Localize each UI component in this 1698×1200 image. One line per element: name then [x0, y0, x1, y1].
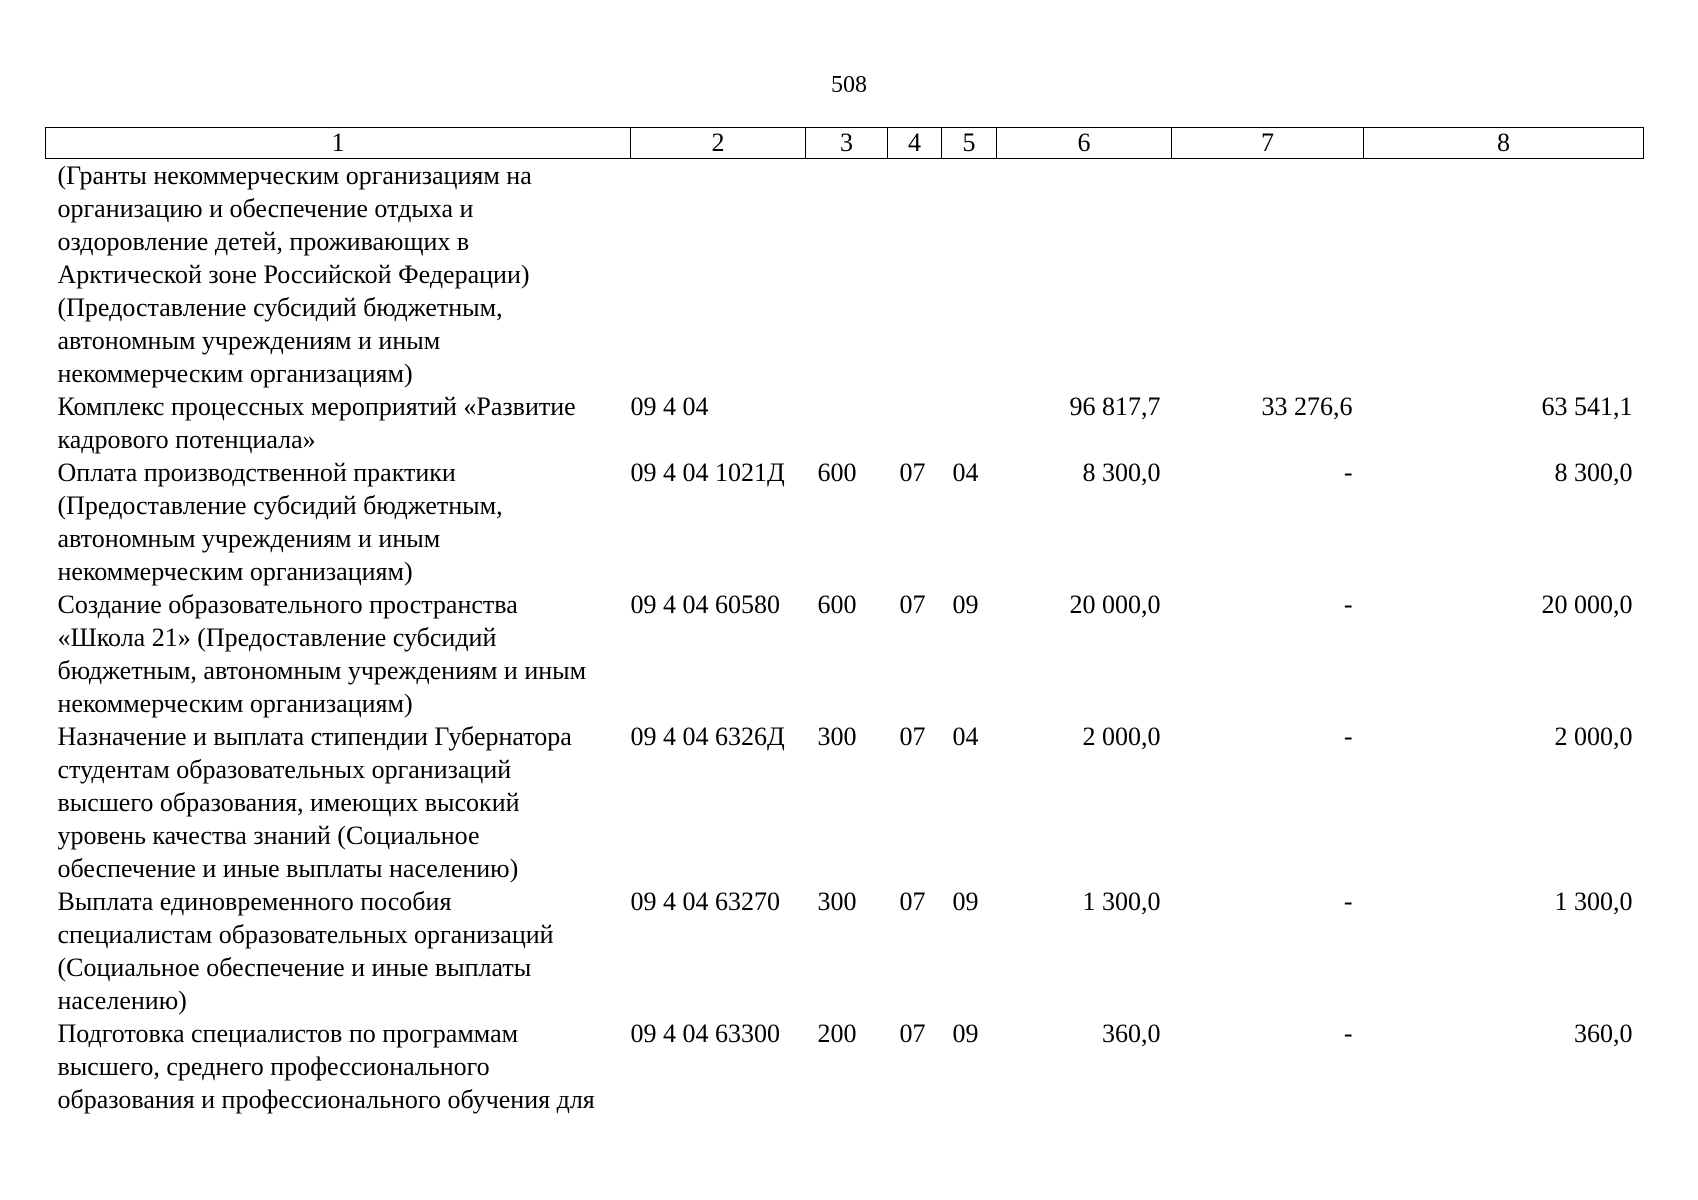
kbk-code-cell: 09 4 04 60580: [630, 590, 780, 619]
description-line: (Предоставление субсидий бюджетным,: [57, 491, 503, 520]
total-amount-cell: [997, 159, 1172, 391]
expense-type-cell: 200: [817, 1019, 857, 1048]
regional-amount-cell: 360,0: [1574, 1019, 1633, 1048]
federal-amount-cell: -: [1343, 722, 1353, 751]
regional-amount-cell: 1 300,0: [1554, 887, 1633, 916]
kbk-code-cell: 09 4 04 63270: [630, 887, 780, 916]
regional-amount-cell: 2 000,0: [1554, 722, 1633, 751]
description-line: (Социальное обеспечение и иные выплаты: [57, 953, 532, 982]
column-header-7: 7: [1172, 128, 1364, 159]
description-line: уровень качества знаний (Социальное: [57, 821, 480, 850]
description-line: оздоровление детей, проживающих в: [57, 227, 470, 256]
column-header-4: 4: [888, 128, 942, 159]
subsection-cell: 04: [952, 458, 979, 487]
description-line: бюджетным, автономным учреждениям и иным: [57, 656, 587, 685]
section-cell: [888, 159, 942, 391]
column-header-5: 5: [942, 128, 997, 159]
column-header-6: 6: [997, 128, 1172, 159]
description-line: автономным учреждениям и иным: [57, 326, 441, 355]
description-line: некоммерческим организациям): [57, 359, 413, 388]
kbk-code-cell: [631, 159, 806, 391]
subsection-cell: 09: [952, 887, 979, 916]
section-cell: [888, 390, 942, 456]
subsection-cell: 09: [952, 1019, 979, 1048]
column-number-header-row: [46, 128, 1644, 159]
description-line: Назначение и выплата стипендии Губернатора: [57, 722, 572, 751]
column-header-1: 1: [46, 128, 631, 159]
description-cell: [46, 588, 631, 720]
subsection-cell: 09: [952, 590, 979, 619]
description-line: (Предоставление субсидий бюджетным,: [57, 293, 503, 322]
description-line: (Гранты некоммерческим организациям на: [57, 161, 532, 190]
federal-amount-cell: [1172, 159, 1364, 391]
description-line: кадрового потенциала»: [57, 425, 316, 454]
kbk-code-cell: 09 4 04: [630, 392, 709, 421]
table-row: [46, 720, 1644, 885]
page-number: 508: [831, 72, 867, 98]
description-cell: [46, 159, 631, 391]
description-line: Оплата производственной практики: [57, 458, 456, 487]
table-row: [46, 456, 1644, 588]
table-body: [46, 159, 1644, 1117]
table-row: [46, 588, 1644, 720]
subsection-cell: [942, 159, 997, 391]
kbk-code-cell: 09 4 04 63300: [630, 1019, 780, 1048]
description-line: обеспечение и иные выплаты населению): [57, 854, 519, 883]
description-line: Подготовка специалистов по программам: [57, 1019, 519, 1048]
expense-type-cell: [806, 390, 888, 456]
federal-amount-cell: -: [1343, 590, 1353, 619]
description-line: некоммерческим организациям): [57, 557, 413, 586]
description-cell: [46, 1017, 631, 1116]
description-cell: [46, 456, 631, 588]
description-line: Выплата единовременного пособия: [57, 887, 452, 916]
description-line: организацию и обеспечение отдыха и: [57, 194, 474, 223]
description-line: высшего, среднего профессионального: [57, 1052, 490, 1081]
federal-amount-cell: -: [1343, 458, 1353, 487]
column-header-8: 8: [1364, 128, 1644, 159]
total-amount-cell: 2 000,0: [1082, 722, 1161, 751]
expense-type-cell: 300: [817, 887, 857, 916]
description-line: Комплекс процессных мероприятий «Развитие: [57, 392, 576, 421]
subsection-cell: [942, 390, 997, 456]
description-cell: [46, 390, 631, 456]
description-line: Арктической зоне Российской Федерации): [57, 260, 530, 289]
budget-table: [45, 127, 1644, 1116]
regional-amount-cell: 8 300,0: [1554, 458, 1633, 487]
column-header-3: 3: [806, 128, 888, 159]
federal-amount-cell: 33 276,6: [1261, 392, 1353, 421]
total-amount-cell: 8 300,0: [1082, 458, 1161, 487]
section-cell: 07: [899, 590, 926, 619]
description-line: студентам образовательных организаций: [57, 755, 512, 784]
kbk-code-cell: 09 4 04 6326Д: [630, 722, 785, 751]
table-row: [46, 885, 1644, 1017]
description-line: Создание образовательного пространства: [57, 590, 518, 619]
description-line: некоммерческим организациям): [57, 689, 413, 718]
section-cell: 07: [899, 458, 926, 487]
table-row: [46, 159, 1644, 391]
description-line: «Школа 21» (Предоставление субсидий: [57, 623, 497, 652]
federal-amount-cell: -: [1343, 887, 1353, 916]
regional-amount-cell: 20 000,0: [1541, 590, 1633, 619]
subsection-cell: 04: [952, 722, 979, 751]
federal-amount-cell: -: [1343, 1019, 1353, 1048]
total-amount-cell: 1 300,0: [1082, 887, 1161, 916]
regional-amount-cell: [1364, 159, 1644, 391]
total-amount-cell: 360,0: [1102, 1019, 1161, 1048]
table-row: [46, 1017, 1644, 1116]
column-header-2: 2: [631, 128, 806, 159]
table-row: [46, 390, 1644, 456]
expense-type-cell: 600: [817, 458, 857, 487]
description-line: образования и профессионального обучения для: [57, 1085, 595, 1114]
kbk-code-cell: 09 4 04 1021Д: [630, 458, 785, 487]
description-line: автономным учреждениям и иным: [57, 524, 441, 553]
expense-type-cell: 600: [817, 590, 857, 619]
section-cell: 07: [899, 887, 926, 916]
description-line: населению): [57, 986, 187, 1015]
description-line: высшего образования, имеющих высокий: [57, 788, 520, 817]
section-cell: 07: [899, 1019, 926, 1048]
total-amount-cell: 96 817,7: [1069, 392, 1161, 421]
description-cell: [46, 720, 631, 885]
section-cell: 07: [899, 722, 926, 751]
expense-type-cell: 300: [817, 722, 857, 751]
description-line: специалистам образовательных организаций: [57, 920, 554, 949]
description-cell: [46, 885, 631, 1017]
regional-amount-cell: 63 541,1: [1541, 392, 1633, 421]
expense-type-cell: [806, 159, 888, 391]
total-amount-cell: 20 000,0: [1069, 590, 1161, 619]
